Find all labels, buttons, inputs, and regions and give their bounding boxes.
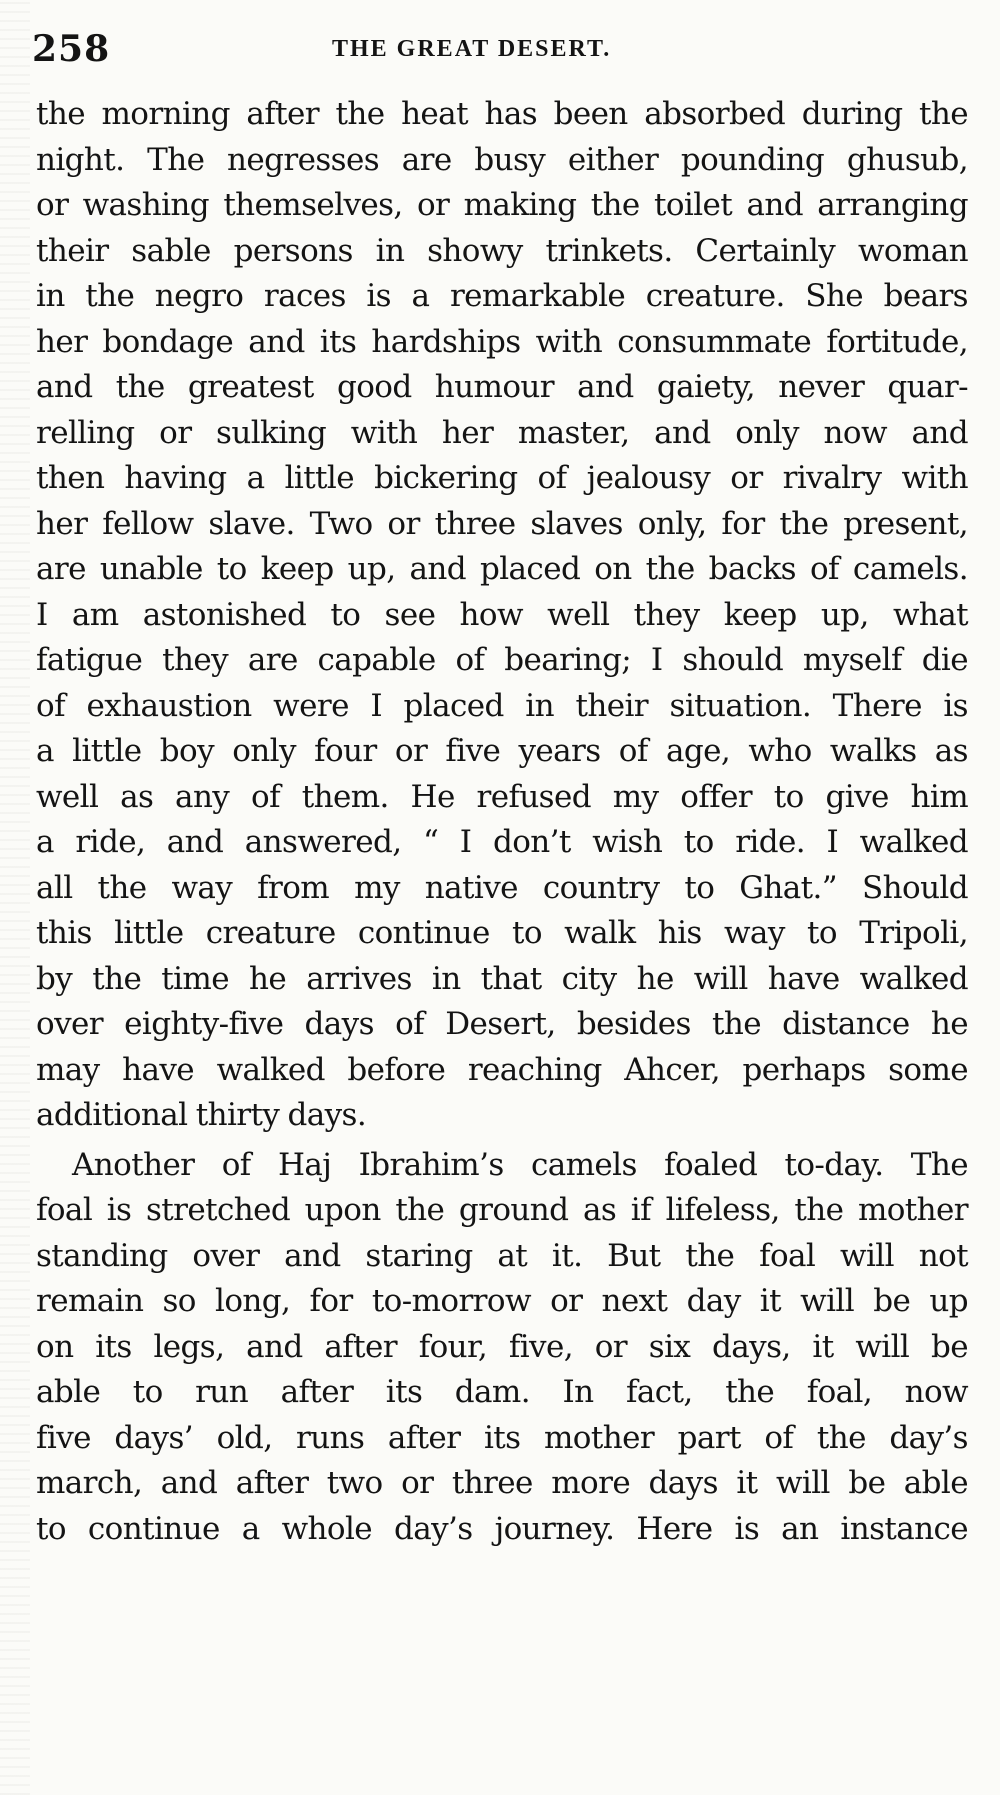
text-line: well as any of them. He refused my offer to give him	[36, 778, 968, 815]
text-line: and the greatest good humour and gaiety, never quar-	[36, 369, 968, 405]
text-line: all the way from my native country to Ghat.” Should	[36, 869, 968, 906]
text-line: their sable persons in showy trinkets. Certainly woman	[36, 232, 968, 269]
text-line: able to run after its dam. In fact, the foal, now	[36, 1374, 968, 1410]
text-line: on its legs, and after four, five, or six days, it will be	[36, 1328, 968, 1365]
page-number: 258	[32, 28, 111, 70]
text-line: standing over and staring at it. But the foal will not	[36, 1237, 968, 1274]
text-line: night. The negresses are busy either pounding ghusub,	[36, 141, 968, 178]
text-line: in the negro races is a remarkable creature. She bears	[36, 278, 968, 314]
text-line: are unable to keep up, and placed on the backs of camels.	[36, 551, 968, 587]
text-line: fatigue they are capable of bearing; I should myself die	[36, 642, 968, 678]
text-line: a ride, and answered, “ I don’t wish to ride. I walked	[36, 824, 968, 860]
page-edge-speckle	[0, 0, 30, 1795]
text-line: march, and after two or three more days it will be able	[36, 1465, 968, 1501]
running-head: THE GREAT DESERT.	[332, 36, 612, 62]
text-line: may have walked before reaching Ahcer, perhaps some	[36, 1051, 968, 1088]
text-line: a little boy only four or five years of age, who walks as	[36, 733, 968, 769]
text-line: by the time he arrives in that city he will have walked	[36, 960, 968, 997]
text-line: relling or sulking with her master, and only now and	[36, 414, 968, 451]
text-line: the morning after the heat has been absorbed during the	[36, 96, 968, 132]
text-line: I am astonished to see how well they keep up, what	[36, 596, 968, 633]
text-line: of exhaustion were I placed in their situation. There is	[36, 687, 968, 724]
text-line: or washing themselves, or making the toilet and arranging	[36, 187, 968, 223]
text-line: then having a little bickering of jealousy or rivalry with	[36, 460, 968, 496]
text-line: her fellow slave. Two or three slaves only, for the present,	[36, 505, 968, 542]
text-line: additional thirty days.	[36, 1097, 367, 1133]
text-line: to continue a whole day’s journey. Here is an instance	[36, 1510, 968, 1547]
text-line: five days’ old, runs after its mother part of the day’s	[36, 1419, 968, 1456]
text-line: Another of Haj Ibrahim’s camels foaled to-day. The	[72, 1146, 968, 1183]
text-line: her bondage and its hardships with consummate fortitude,	[36, 323, 968, 360]
text-line: remain so long, for to-morrow or next day it will be up	[36, 1283, 968, 1319]
paragraph-1	[36, 92, 968, 1139]
text-line: over eighty-five days of Desert, besides the distance he	[36, 1006, 968, 1042]
page-header	[32, 28, 972, 88]
body-text	[36, 92, 968, 1552]
paragraph-2	[36, 1143, 968, 1553]
text-line: foal is stretched upon the ground as if lifeless, the mother	[36, 1192, 968, 1228]
text-line: this little creature continue to walk his way to Tripoli,	[36, 915, 968, 951]
